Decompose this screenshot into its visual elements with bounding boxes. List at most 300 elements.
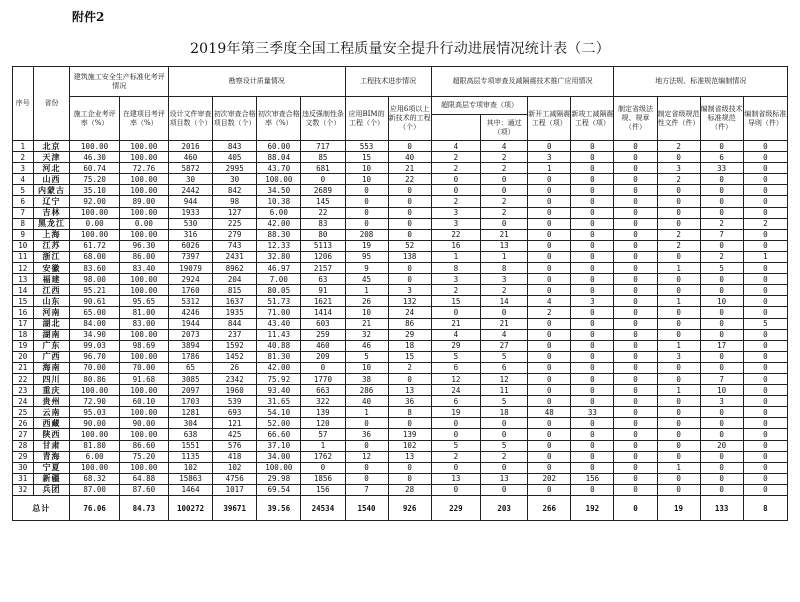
value-cell: 0: [614, 440, 657, 451]
value-cell: 0: [743, 152, 787, 163]
value-cell: 5: [700, 263, 743, 274]
value-cell: 743: [213, 240, 257, 251]
value-cell: 0: [388, 218, 431, 229]
value-cell: 0: [614, 429, 657, 440]
value-cell: 7.00: [257, 274, 301, 285]
value-cell: 0: [571, 440, 614, 451]
province-cell: 山西: [33, 174, 70, 185]
value-cell: 100.00: [119, 407, 168, 418]
value-cell: 0: [528, 362, 571, 373]
value-cell: 0: [571, 274, 614, 285]
value-cell: 0: [528, 285, 571, 296]
value-cell: 70.00: [70, 362, 119, 373]
value-cell: 100.00: [119, 152, 168, 163]
value-cell: 0: [528, 229, 571, 240]
value-cell: 6: [431, 396, 480, 407]
value-cell: 0: [571, 396, 614, 407]
value-cell: 156: [301, 484, 345, 495]
value-cell: 86.00: [119, 251, 168, 262]
value-cell: 0: [700, 196, 743, 207]
value-cell: 0: [571, 229, 614, 240]
value-cell: 717: [301, 141, 345, 152]
value-cell: 12: [480, 373, 527, 384]
table-body: [13, 141, 788, 521]
header-col: 其中：通过（项）: [480, 115, 527, 141]
header-col: 设计文件审查项目数（个）: [169, 97, 213, 141]
value-cell: 100.00: [119, 462, 168, 473]
seq-cell: 21: [13, 362, 34, 373]
value-cell: 2157: [301, 263, 345, 274]
value-cell: 2: [480, 451, 527, 462]
value-cell: 29.98: [257, 473, 301, 484]
value-cell: 93.40: [257, 385, 301, 396]
value-cell: 16: [431, 240, 480, 251]
value-cell: 0: [528, 185, 571, 196]
value-cell: 0: [388, 462, 431, 473]
value-cell: 52.00: [257, 418, 301, 429]
seq-cell: 23: [13, 385, 34, 396]
value-cell: 0: [614, 329, 657, 340]
value-cell: 0: [700, 174, 743, 185]
value-cell: 51.73: [257, 296, 301, 307]
value-cell: 43.40: [257, 318, 301, 329]
value-cell: 3: [657, 351, 700, 362]
value-cell: 90.61: [70, 296, 119, 307]
value-cell: 95.03: [70, 407, 119, 418]
total-cell: 266: [528, 496, 571, 521]
value-cell: 121: [213, 418, 257, 429]
value-cell: 693: [213, 407, 257, 418]
value-cell: 3: [528, 152, 571, 163]
seq-cell: 12: [13, 263, 34, 274]
value-cell: 0: [700, 274, 743, 285]
value-cell: 0: [345, 440, 388, 451]
value-cell: 27: [480, 340, 527, 351]
value-cell: 1206: [301, 251, 345, 262]
value-cell: 0: [614, 251, 657, 262]
value-cell: 12: [345, 451, 388, 462]
value-cell: 1770: [301, 373, 345, 384]
value-cell: 18: [388, 340, 431, 351]
total-cell: 0: [614, 496, 657, 521]
value-cell: 7: [700, 373, 743, 384]
value-cell: 1: [480, 251, 527, 262]
table-row: [13, 263, 788, 274]
value-cell: 0: [528, 251, 571, 262]
value-cell: 84.00: [70, 318, 119, 329]
value-cell: 0: [614, 407, 657, 418]
value-cell: 0: [614, 185, 657, 196]
value-cell: 10: [345, 307, 388, 318]
value-cell: 40.88: [257, 340, 301, 351]
value-cell: 19079: [169, 263, 213, 274]
province-cell: 河南: [33, 307, 70, 318]
value-cell: 0: [345, 473, 388, 484]
seq-cell: 14: [13, 285, 34, 296]
value-cell: 156: [571, 473, 614, 484]
value-cell: 5: [431, 440, 480, 451]
table-row: [13, 429, 788, 440]
value-cell: 0: [743, 329, 787, 340]
value-cell: 844: [213, 318, 257, 329]
value-cell: 6.00: [257, 207, 301, 218]
value-cell: 0: [571, 196, 614, 207]
value-cell: 15: [431, 296, 480, 307]
value-cell: 304: [169, 418, 213, 429]
value-cell: 0: [700, 329, 743, 340]
value-cell: 0: [657, 440, 700, 451]
value-cell: 0: [657, 396, 700, 407]
seq-cell: 20: [13, 351, 34, 362]
value-cell: 0: [657, 329, 700, 340]
value-cell: 0: [528, 141, 571, 152]
value-cell: 681: [301, 163, 345, 174]
table-row: [13, 296, 788, 307]
value-cell: 0: [301, 462, 345, 473]
value-cell: 1703: [169, 396, 213, 407]
value-cell: 36: [388, 396, 431, 407]
value-cell: 7: [345, 484, 388, 495]
province-cell: 西藏: [33, 418, 70, 429]
province-cell: 内蒙古: [33, 185, 70, 196]
value-cell: 0: [614, 240, 657, 251]
total-cell: 19: [657, 496, 700, 521]
seq-cell: 19: [13, 340, 34, 351]
table-row: [13, 240, 788, 251]
value-cell: 2: [657, 174, 700, 185]
value-cell: 0: [571, 263, 614, 274]
table-row: [13, 462, 788, 473]
value-cell: 0: [743, 285, 787, 296]
value-cell: 0: [743, 451, 787, 462]
value-cell: 10.38: [257, 196, 301, 207]
value-cell: 0: [345, 207, 388, 218]
seq-cell: 8: [13, 218, 34, 229]
value-cell: 0: [743, 307, 787, 318]
value-cell: 0: [388, 274, 431, 285]
table-row: [13, 329, 788, 340]
value-cell: 1: [743, 251, 787, 262]
value-cell: 75.92: [257, 373, 301, 384]
value-cell: 2: [657, 240, 700, 251]
value-cell: 5: [480, 396, 527, 407]
value-cell: 3: [700, 396, 743, 407]
value-cell: 2: [480, 163, 527, 174]
value-cell: 0: [571, 351, 614, 362]
value-cell: 0: [700, 451, 743, 462]
province-cell: 湖北: [33, 318, 70, 329]
value-cell: 0: [388, 196, 431, 207]
value-cell: 3: [431, 218, 480, 229]
value-cell: 91: [301, 285, 345, 296]
value-cell: 5: [743, 318, 787, 329]
value-cell: 1281: [169, 407, 213, 418]
value-cell: 21: [345, 318, 388, 329]
table-row: [13, 484, 788, 495]
value-cell: 0: [614, 462, 657, 473]
value-cell: 80.05: [257, 285, 301, 296]
value-cell: 33: [700, 163, 743, 174]
value-cell: 80: [301, 229, 345, 240]
province-cell: 重庆: [33, 385, 70, 396]
value-cell: 208: [345, 229, 388, 240]
value-cell: 120: [301, 418, 345, 429]
value-cell: 7: [700, 229, 743, 240]
value-cell: 83.00: [119, 318, 168, 329]
value-cell: 98.00: [70, 274, 119, 285]
value-cell: 0: [431, 307, 480, 318]
value-cell: 2097: [169, 385, 213, 396]
value-cell: 0: [614, 152, 657, 163]
value-cell: 90.00: [70, 418, 119, 429]
value-cell: 0: [743, 240, 787, 251]
value-cell: 63: [301, 274, 345, 285]
value-cell: 0: [431, 185, 480, 196]
statistics-table: [12, 66, 788, 521]
header-seq: 序号: [13, 67, 34, 141]
value-cell: 0: [528, 207, 571, 218]
value-cell: 0: [528, 274, 571, 285]
total-cell: 8: [743, 496, 787, 521]
value-cell: 32.80: [257, 251, 301, 262]
value-cell: 0: [571, 163, 614, 174]
value-cell: 0: [743, 473, 787, 484]
value-cell: 0: [528, 484, 571, 495]
value-cell: 3: [480, 274, 527, 285]
value-cell: 95.65: [119, 296, 168, 307]
total-row: [13, 496, 788, 521]
value-cell: 0: [743, 351, 787, 362]
value-cell: 2342: [213, 373, 257, 384]
value-cell: 87.60: [119, 484, 168, 495]
value-cell: 0: [657, 418, 700, 429]
table-row: [13, 196, 788, 207]
value-cell: 0: [571, 174, 614, 185]
value-cell: 0: [614, 229, 657, 240]
value-cell: 0: [571, 240, 614, 251]
province-cell: 安徽: [33, 263, 70, 274]
value-cell: 0: [345, 418, 388, 429]
value-cell: 2: [431, 196, 480, 207]
value-cell: 65.00: [70, 307, 119, 318]
table-row: [13, 251, 788, 262]
value-cell: 1: [657, 263, 700, 274]
seq-cell: 3: [13, 163, 34, 174]
table-row: [13, 473, 788, 484]
value-cell: 30: [169, 174, 213, 185]
value-cell: 1786: [169, 351, 213, 362]
value-cell: 0: [700, 462, 743, 473]
value-cell: 99.03: [70, 340, 119, 351]
province-cell: 福建: [33, 274, 70, 285]
value-cell: 13: [480, 240, 527, 251]
value-cell: 0: [480, 185, 527, 196]
value-cell: 0: [700, 240, 743, 251]
value-cell: 66.60: [257, 429, 301, 440]
value-cell: 100.00: [119, 185, 168, 196]
value-cell: 100.00: [70, 229, 119, 240]
value-cell: 15: [388, 351, 431, 362]
province-cell: 天津: [33, 152, 70, 163]
value-cell: 0: [614, 307, 657, 318]
value-cell: 0: [743, 440, 787, 451]
table-row: [13, 185, 788, 196]
value-cell: 85: [301, 152, 345, 163]
value-cell: 24: [388, 307, 431, 318]
province-cell: 甘肃: [33, 440, 70, 451]
value-cell: 0: [614, 207, 657, 218]
value-cell: 0: [657, 362, 700, 373]
value-cell: 1637: [213, 296, 257, 307]
seq-cell: 26: [13, 418, 34, 429]
value-cell: 13: [388, 385, 431, 396]
value-cell: 8: [480, 263, 527, 274]
value-cell: 0: [388, 229, 431, 240]
value-cell: 0: [614, 373, 657, 384]
value-cell: 75.20: [70, 174, 119, 185]
value-cell: 10: [700, 296, 743, 307]
province-cell: 黑龙江: [33, 218, 70, 229]
value-cell: 0: [743, 385, 787, 396]
value-cell: 3: [388, 285, 431, 296]
value-cell: 0: [431, 462, 480, 473]
value-cell: 100.00: [257, 462, 301, 473]
value-cell: 0: [743, 396, 787, 407]
value-cell: 0: [743, 263, 787, 274]
value-cell: 100.00: [70, 385, 119, 396]
value-cell: 46: [345, 340, 388, 351]
value-cell: 18: [480, 407, 527, 418]
value-cell: 1: [431, 251, 480, 262]
value-cell: 2995: [213, 163, 257, 174]
value-cell: 11: [480, 385, 527, 396]
value-cell: 100.00: [119, 385, 168, 396]
table-row: [13, 351, 788, 362]
value-cell: 19: [431, 407, 480, 418]
value-cell: 12.33: [257, 240, 301, 251]
province-cell: 广西: [33, 351, 70, 362]
value-cell: 54.10: [257, 407, 301, 418]
value-cell: 316: [169, 229, 213, 240]
value-cell: 0: [743, 296, 787, 307]
value-cell: 0: [480, 218, 527, 229]
value-cell: 0: [700, 318, 743, 329]
province-cell: 江西: [33, 285, 70, 296]
header-col: 应用6项以上新技术的工程（个）: [388, 97, 431, 141]
province-cell: 贵州: [33, 396, 70, 407]
header-col: 初次审查合格率（%）: [257, 97, 301, 141]
value-cell: 1592: [213, 340, 257, 351]
value-cell: 138: [388, 251, 431, 262]
table-row: [13, 340, 788, 351]
province-cell: 宁夏: [33, 462, 70, 473]
header-col: 在建项目考评率（%）: [119, 97, 168, 141]
value-cell: 100.00: [70, 207, 119, 218]
value-cell: 1960: [213, 385, 257, 396]
value-cell: 38: [345, 373, 388, 384]
value-cell: 0: [614, 285, 657, 296]
value-cell: 83.40: [119, 263, 168, 274]
total-cell: 926: [388, 496, 431, 521]
total-cell: 192: [571, 496, 614, 521]
value-cell: 98.69: [119, 340, 168, 351]
value-cell: 0: [700, 185, 743, 196]
value-cell: 663: [301, 385, 345, 396]
value-cell: 61.72: [70, 240, 119, 251]
value-cell: 0: [571, 207, 614, 218]
value-cell: 2431: [213, 251, 257, 262]
value-cell: 2924: [169, 274, 213, 285]
value-cell: 6.00: [70, 451, 119, 462]
value-cell: 418: [213, 451, 257, 462]
value-cell: 2: [431, 451, 480, 462]
value-cell: 0: [657, 274, 700, 285]
value-cell: 0: [571, 429, 614, 440]
value-cell: 43.70: [257, 163, 301, 174]
value-cell: 0: [614, 163, 657, 174]
value-cell: 0: [700, 362, 743, 373]
value-cell: 46.97: [257, 263, 301, 274]
value-cell: 7397: [169, 251, 213, 262]
value-cell: 815: [213, 285, 257, 296]
value-cell: 30: [213, 174, 257, 185]
value-cell: 96.70: [70, 351, 119, 362]
value-cell: 0: [657, 407, 700, 418]
value-cell: 0: [657, 451, 700, 462]
value-cell: 2: [480, 285, 527, 296]
value-cell: 24: [431, 385, 480, 396]
value-cell: 0: [528, 451, 571, 462]
value-cell: 2073: [169, 329, 213, 340]
value-cell: 0: [528, 340, 571, 351]
table-row: [13, 362, 788, 373]
value-cell: 139: [388, 429, 431, 440]
value-cell: 0: [700, 207, 743, 218]
value-cell: 60.00: [257, 141, 301, 152]
value-cell: 10: [345, 163, 388, 174]
value-cell: 0: [614, 418, 657, 429]
value-cell: 26: [213, 362, 257, 373]
seq-cell: 32: [13, 484, 34, 495]
province-cell: 河北: [33, 163, 70, 174]
seq-cell: 4: [13, 174, 34, 185]
value-cell: 0: [528, 440, 571, 451]
value-cell: 0: [431, 174, 480, 185]
value-cell: 0: [614, 218, 657, 229]
value-cell: 100.00: [119, 351, 168, 362]
value-cell: 1: [528, 163, 571, 174]
value-cell: 65: [169, 362, 213, 373]
value-cell: 37.10: [257, 440, 301, 451]
value-cell: 2689: [301, 185, 345, 196]
value-cell: 0: [614, 174, 657, 185]
value-cell: 100.00: [119, 174, 168, 185]
value-cell: 40: [388, 152, 431, 163]
value-cell: 127: [213, 207, 257, 218]
province-cell: 云南: [33, 407, 70, 418]
total-cell: 39.56: [257, 496, 301, 521]
value-cell: 83: [301, 218, 345, 229]
province-cell: 山东: [33, 296, 70, 307]
value-cell: 0: [614, 396, 657, 407]
value-cell: 0: [571, 185, 614, 196]
value-cell: 0: [528, 218, 571, 229]
value-cell: 8962: [213, 263, 257, 274]
value-cell: 100.00: [70, 141, 119, 152]
header-group-regulation: 地方法规、标准规范编制情况: [614, 67, 788, 97]
value-cell: 0: [528, 462, 571, 473]
value-cell: 6: [431, 362, 480, 373]
